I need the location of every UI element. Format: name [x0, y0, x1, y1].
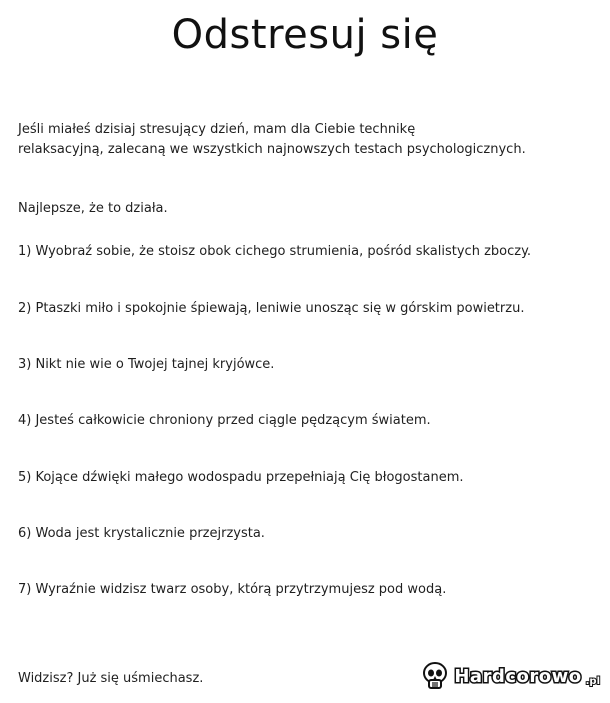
- page-title: Odstresuj się: [171, 12, 439, 58]
- step-6: 6) Woda jest krystalicznie przejrzysta.: [18, 526, 265, 541]
- watermark: [420, 661, 600, 691]
- skull-icon: [420, 661, 450, 691]
- watermark-text: Hardcorowo: [454, 665, 582, 687]
- step-2: 2) Ptaszki miło i spokojnie śpiewają, leniwie unosząc się w górskim powietrzu.: [18, 301, 525, 316]
- step-4: 4) Jesteś całkowicie chroniony przed ciągle pędzącym światem.: [18, 413, 431, 428]
- watermark-tld: .pl: [585, 676, 600, 687]
- lead-text: Najlepsze, że to działa.: [18, 201, 168, 216]
- step-3: 3) Nikt nie wie o Twojej tajnej kryjówce.: [18, 357, 275, 372]
- closing-text: Widzisz? Już się uśmiechasz.: [18, 671, 204, 686]
- step-7: 7) Wyraźnie widzisz twarz osoby, którą przytrzymujesz pod wodą.: [18, 582, 447, 597]
- step-1: 1) Wyobraź sobie, że stoisz obok cichego strumienia, pośród skalistych zboczy.: [18, 244, 532, 259]
- step-5: 5) Kojące dźwięki małego wodospadu przepełniają Cię błogostanem.: [18, 470, 464, 485]
- intro-line-2: relaksacyjną, zalecaną we wszystkich najnowszych testach psychologicznych.: [18, 142, 526, 157]
- intro-line-1: Jeśli miałeś dzisiaj stresujący dzień, mam dla Ciebie technikę: [18, 122, 416, 137]
